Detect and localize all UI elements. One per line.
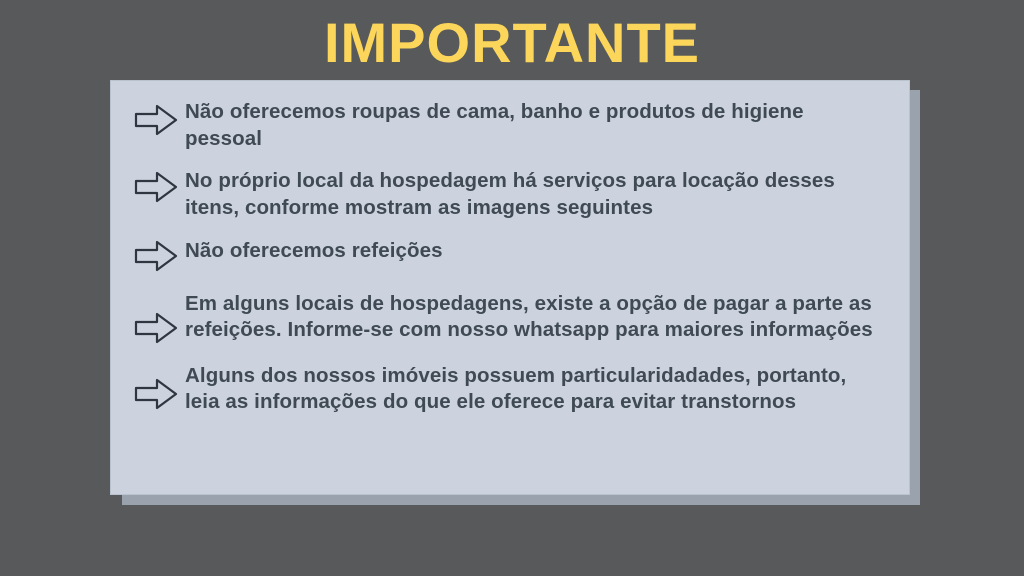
- arrow-right-icon: [133, 170, 179, 204]
- list-item-text: Não oferecemos roupas de cama, banho e produtos de higiene pessoal: [185, 100, 804, 150]
- list-item: [133, 291, 889, 345]
- page-title: IMPORTANTE: [323, 11, 701, 74]
- arrow-right-icon: [133, 103, 179, 137]
- arrow-right-icon: [133, 311, 179, 345]
- list-item-text: Não oferecemos refeições: [185, 238, 443, 262]
- list-item-text: Em alguns locais de hospedagens, existe a opção de pagar a parte as refeições. Informe-se com nosso whatsapp para maiores informações: [185, 291, 873, 342]
- list-item-text: Alguns dos nossos imóveis possuem particularidadades, portanto, leia as informações do que ele oferece para evitar transtornos: [185, 363, 847, 414]
- list-item: [133, 238, 889, 273]
- list-item: [133, 363, 889, 416]
- list-item: [133, 99, 889, 152]
- arrow-right-icon: [133, 239, 179, 273]
- content-panel: [110, 80, 910, 495]
- list-item-text: No próprio local da hospedagem há serviços para locação desses itens, conforme mostram as imagens seguintes: [185, 169, 835, 219]
- list-item: [133, 168, 889, 221]
- arrow-right-icon: [133, 377, 179, 411]
